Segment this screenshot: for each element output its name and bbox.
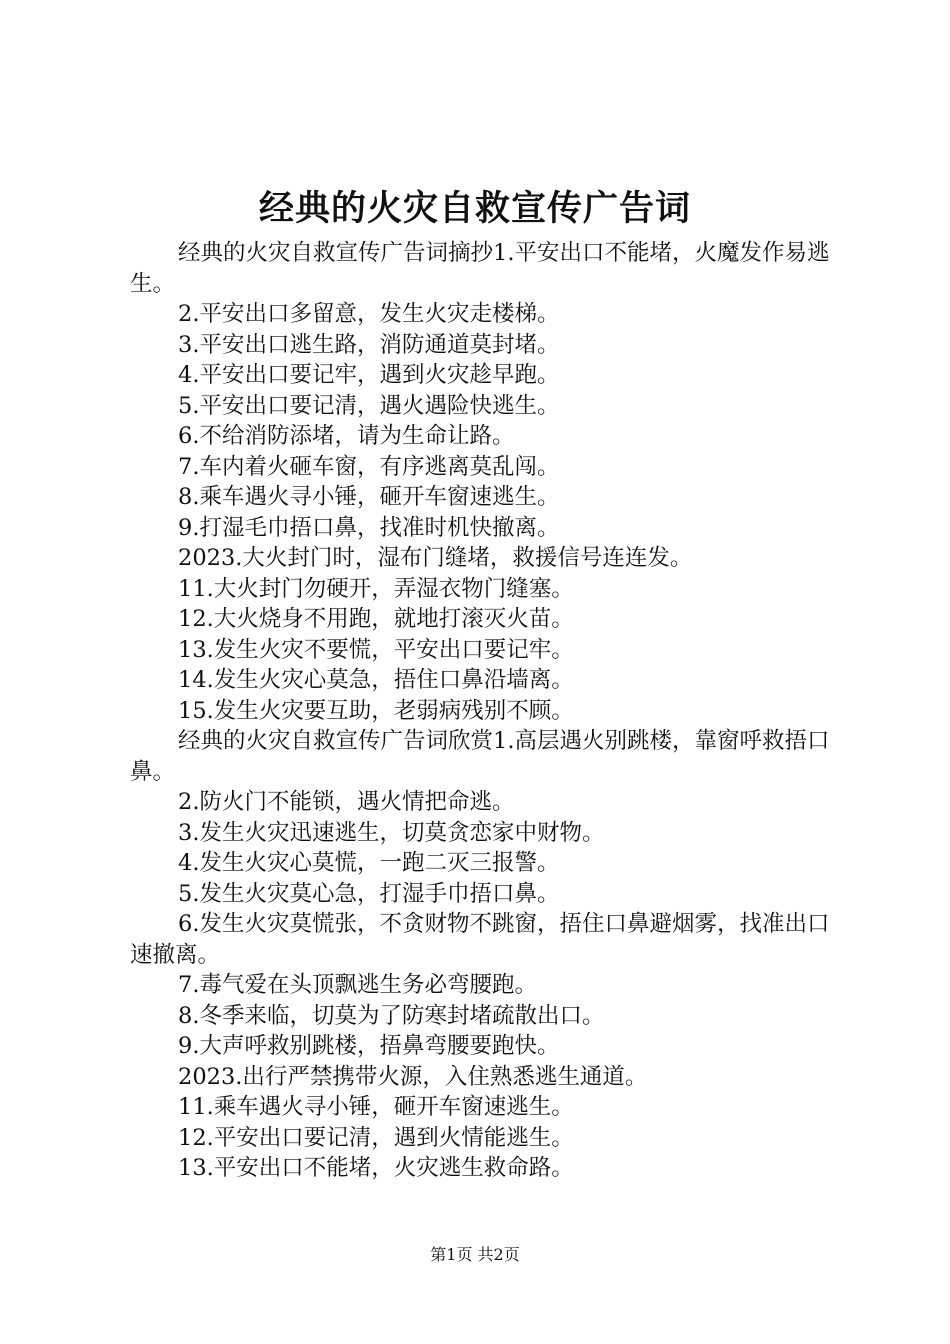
paragraph: 3.平安出口逃生路，消防通道莫封堵。 (178, 331, 560, 358)
paragraph: 9.大声呼救别跳楼，捂鼻弯腰要跑快。 (178, 1033, 560, 1059)
document-title: 经典的火灾自救宣传广告词 (258, 188, 691, 229)
paragraph: 13.发生火灾不要慌，平安出口要记牢。 (178, 636, 574, 663)
page-footer: 第1页 共2页 (430, 1245, 520, 1264)
paragraph: 8.乘车遇火寻小锤，砸开车窗速逃生。 (178, 484, 560, 510)
paragraph: 2023.出行严禁携带火源，入住熟悉逃生通道。 (178, 1063, 648, 1090)
paragraph: 14.发生火灾心莫急，捂住口鼻沿墙离。 (178, 667, 574, 693)
paragraph: 12.大火烧身不用跑，就地打滚灭火苗。 (178, 606, 574, 632)
paragraph: 5.发生火灾莫心急，打湿手巾捂口鼻。 (178, 880, 560, 907)
paragraph: 3.发生火灾迅速逃生，切莫贪恋家中财物。 (178, 819, 605, 846)
paragraph: 2.防火门不能锁，遇火情把命逃。 (178, 789, 515, 815)
paragraph: 6.不给消防添堵，请为生命让路。 (178, 423, 515, 449)
paragraph: 经典的火灾自救宣传广告词摘抄1.平安出口不能堵，火魔发作易逃生。 (130, 240, 830, 297)
paragraph: 2.平安出口多留意，发生火灾走楼梯。 (178, 301, 560, 327)
paragraph: 11.乘车遇火寻小锤，砸开车窗速逃生。 (178, 1094, 574, 1120)
paragraph: 5.平安出口要记清，遇火遇险快逃生。 (178, 392, 560, 419)
paragraph: 7.毒气爱在头顶飘逃生务必弯腰跑。 (178, 972, 537, 998)
paragraph: 11.大火封门勿硬开，弄湿衣物门缝塞。 (178, 575, 574, 602)
paragraph: 4.平安出口要记牢，遇到火灾趁早跑。 (178, 362, 560, 388)
paragraph: 12.平安出口要记清，遇到火情能逃生。 (178, 1124, 574, 1151)
paragraph: 8.冬季来临，切莫为了防寒封堵疏散出口。 (178, 1002, 605, 1029)
paragraph: 6.发生火灾莫慌张，不贪财物不跳窗，捂住口鼻避烟雾，找准出口速撤离。 (130, 911, 830, 968)
paragraph: 7.车内着火砸车窗，有序逃离莫乱闯。 (178, 453, 560, 480)
document-body (130, 238, 830, 1184)
paragraph: 2023.大火封门时，湿布门缝堵，救援信号连连发。 (178, 545, 693, 571)
paragraph: 9.打湿毛巾捂口鼻，找准时机快撤离。 (178, 514, 560, 541)
paragraph: 4.发生火灾心莫慌，一跑二灭三报警。 (178, 850, 560, 876)
paragraph: 经典的火灾自救宣传广告词欣赏1.高层遇火别跳楼，靠窗呼救捂口鼻。 (130, 728, 830, 785)
paragraph: 15.发生火灾要互助，老弱病残别不顾。 (178, 697, 574, 724)
paragraph: 13.平安出口不能堵，火灾逃生救命路。 (178, 1155, 574, 1181)
